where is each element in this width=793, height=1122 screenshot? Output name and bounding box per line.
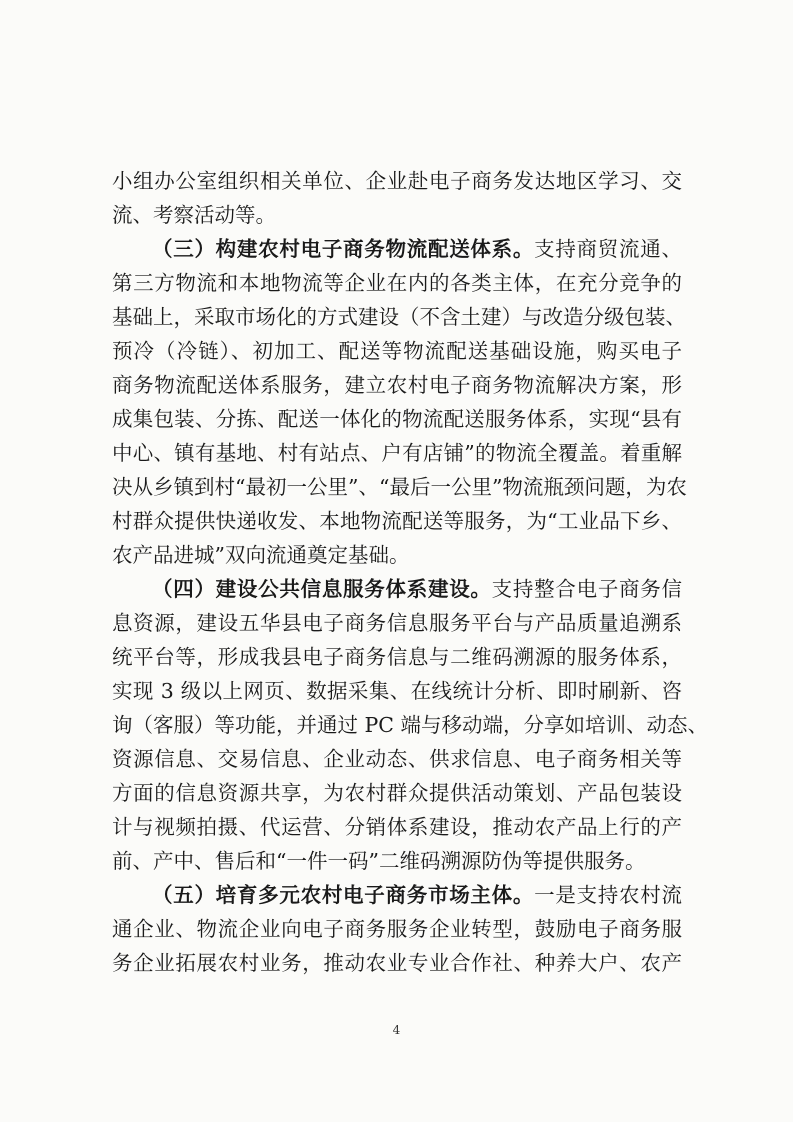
text-line: 实现 3 级以上网页、数据采集、在线统计分析、即时刷新、咨 [112, 679, 682, 703]
text-line: 流、考察活动等。 [112, 203, 276, 227]
text-line: 农产品进城”双向流通奠定基础。 [112, 543, 410, 567]
section-heading-line: （四）建设公共信息服务体系建设。支持整合电子商务信 [152, 577, 683, 601]
section-heading: （三）构建农村电子商务物流配送体系。 [152, 237, 535, 261]
text-line: 息资源，建设五华县电子商务信息服务平台与产品质量追溯系 [112, 611, 682, 635]
section-heading-line: （五）培育多元农村电子商务市场主体。一是支持农村流 [152, 883, 682, 907]
section-heading-line: （三）构建农村电子商务物流配送体系。支持商贸流通、 [152, 237, 682, 261]
text-line: 预冷（冷链）、初加工、配送等物流配送基础设施，购买电子 [112, 339, 682, 363]
text-line: 通企业、物流企业向电子商务服务企业转型，鼓励电子商务服 [112, 917, 682, 941]
text-line: 第三方物流和本地物流等企业在内的各类主体，在充分竞争的 [112, 271, 682, 295]
text-line: 成集包装、分拣、配送一体化的物流配送服务体系，实现“县有 [112, 407, 682, 431]
text-line: 务企业拓展农村业务，推动农业专业合作社、种养大户、农产 [112, 951, 682, 975]
text-line: 商务物流配送体系服务，建立农村电子商务物流解决方案，形 [112, 373, 682, 397]
page-number: 4 [392, 1023, 401, 1037]
text-line: 中心、镇有基地、村有站点、户有店铺”的物流全覆盖。着重解 [112, 441, 682, 465]
text-line: 小组办公室组织相关单位、企业赴电子商务发达地区学习、交 [112, 169, 682, 193]
text-line: 基础上，采取市场化的方式建设（不含土建）与改造分级包装、 [112, 305, 686, 329]
section-heading: （五）培育多元农村电子商务市场主体。 [152, 883, 535, 907]
text-line: 决从乡镇到村“最初一公里”、“最后一公里”物流瓶颈问题，为农 [112, 475, 687, 499]
text-line: 村群众提供快递收发、本地物流配送等服务，为“工业品下乡、 [112, 509, 682, 533]
text-line: 前、产中、售后和“一件一码”二维码溯源防伪等提供服务。 [112, 849, 646, 873]
text-line: 方面的信息资源共享，为农村群众提供活动策划、产品包装设 [112, 781, 682, 805]
section-heading: （四）建设公共信息服务体系建设。 [152, 577, 492, 601]
text-line: 资源信息、交易信息、企业动态、供求信息、电子商务相关等 [112, 747, 682, 771]
text-line: 统平台等，形成我县电子商务信息与二维码溯源的服务体系， [112, 645, 682, 669]
text-line: 询（客服）等功能，并通过 PC 端与移动端，分享如培训、动态、 [112, 713, 709, 737]
text-line: 计与视频拍摄、代运营、分销体系建设，推动农产品上行的产 [112, 815, 682, 839]
